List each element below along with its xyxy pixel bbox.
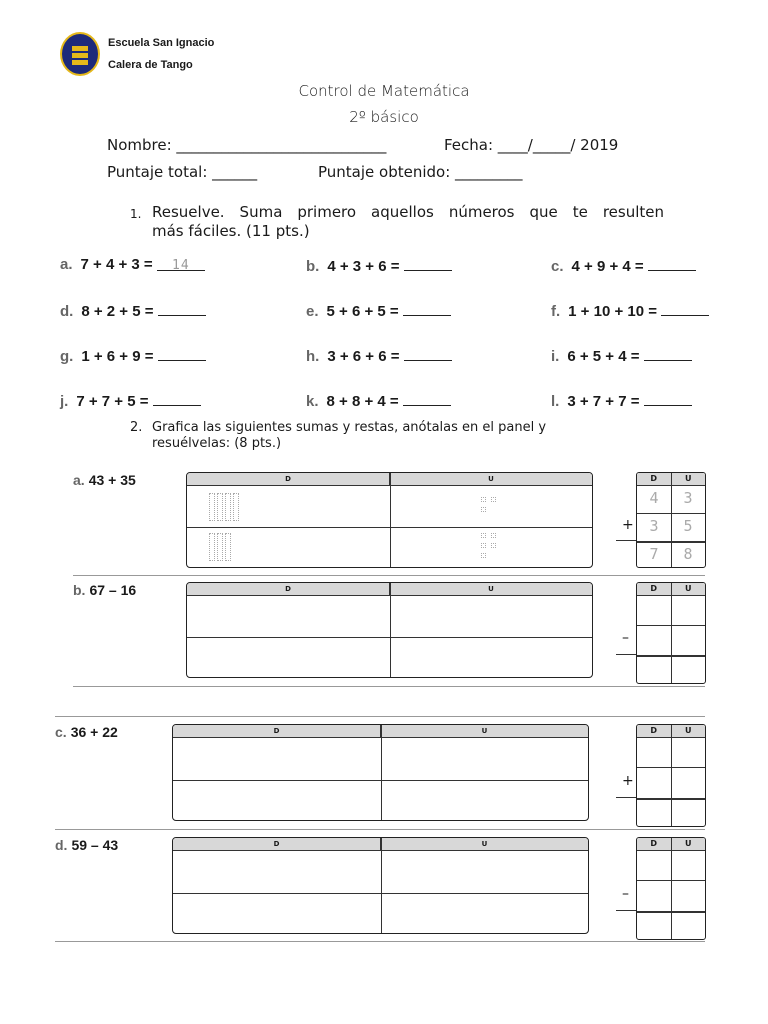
exercise-expression: 1 + 10 + 10 = — [568, 303, 657, 320]
grid-cell[interactable]: 3 — [683, 489, 693, 507]
grid-tens-header: D — [650, 726, 658, 735]
grid-result-line — [637, 911, 705, 913]
question-1-line1: Resuelve. Suma primero aquellos números que te resulten — [152, 203, 664, 221]
exercise-expression: 3 + 7 + 7 = — [567, 393, 640, 410]
exercise-label: g. — [60, 348, 74, 365]
problem-expression: 67 – 16 — [89, 582, 137, 598]
date-field[interactable]: Fecha: ____/_____/ 2019 — [444, 136, 619, 154]
problem-expression: 43 + 35 — [88, 472, 136, 488]
section-divider — [55, 716, 705, 717]
grid-tens-header: D — [650, 584, 658, 593]
place-value-panel-d[interactable] — [172, 837, 589, 934]
column-grid-d[interactable] — [636, 837, 706, 940]
place-value-panel-a[interactable] — [186, 472, 593, 568]
exercise-label: j. — [60, 393, 69, 410]
question-2-number: 2. — [130, 420, 143, 435]
grid-result-line — [637, 541, 705, 543]
tens-header: D — [273, 727, 280, 735]
grid-tens-header: D — [650, 839, 658, 848]
exercise-f — [551, 301, 709, 320]
exercise-h — [306, 346, 452, 365]
exercise-label: d. — [60, 303, 74, 320]
answer-blank[interactable] — [158, 301, 206, 316]
answer-blank[interactable] — [403, 301, 451, 316]
exercise-label: i. — [551, 348, 560, 365]
unit-cube-sketch — [491, 497, 496, 502]
sum-line — [616, 797, 636, 798]
answer-blank[interactable] — [661, 301, 709, 316]
problem-letter: b. — [73, 582, 86, 598]
section-divider — [55, 829, 705, 830]
answer-blank[interactable] — [644, 391, 692, 406]
place-value-panel-c[interactable] — [172, 724, 589, 821]
exercise-e — [306, 301, 451, 320]
section-divider — [73, 575, 705, 576]
grid-cell[interactable]: 5 — [683, 517, 693, 535]
grid-row-divider — [637, 880, 705, 881]
grid-cell[interactable]: 4 — [649, 489, 659, 507]
units-header: U — [380, 838, 588, 850]
grid-col-divider — [671, 838, 672, 939]
units-header: U — [380, 725, 588, 737]
tens-header: D — [285, 585, 291, 593]
exercise-expression: 6 + 5 + 4 = — [567, 348, 640, 365]
operation-sign: + — [622, 517, 634, 533]
unit-cube-sketch — [491, 543, 496, 548]
grid-cell[interactable]: 7 — [649, 545, 659, 563]
question-2-line2: resuélvelas: (8 pts.) — [152, 436, 282, 451]
operation-sign: – — [622, 630, 629, 646]
question-1-number: 1. — [130, 207, 142, 221]
panel-row-divider — [187, 637, 592, 638]
grid-row-divider — [637, 767, 705, 768]
exercise-expression: 4 + 9 + 4 = — [571, 258, 644, 275]
problem-letter: d. — [55, 837, 68, 853]
grid-cell[interactable]: 8 — [683, 545, 693, 563]
answer-blank[interactable] — [648, 256, 696, 271]
sum-line — [616, 540, 636, 541]
exercise-label: b. — [306, 258, 320, 275]
exercise-l — [551, 391, 692, 410]
problem-expression: 59 – 43 — [71, 837, 119, 853]
grid-units-header: U — [671, 583, 706, 595]
tens-rod-sketch — [209, 493, 215, 521]
answer-blank[interactable] — [404, 346, 452, 361]
answer-blank[interactable] — [644, 346, 692, 361]
exercise-label: e. — [306, 303, 319, 320]
tens-rod-sketch — [225, 493, 231, 521]
tens-rod-sketch — [233, 493, 239, 521]
name-field[interactable]: Nombre: ____________________________ — [107, 136, 387, 154]
question-2-line1: Grafica las siguientes sumas y restas, anótalas en el panel y — [152, 420, 547, 435]
answer-blank[interactable] — [404, 256, 452, 271]
exercise-expression: 8 + 8 + 4 = — [326, 393, 399, 410]
exercise-expression: 7 + 4 + 3 = — [80, 256, 153, 273]
operation-sign: – — [622, 886, 629, 902]
exercise-label: f. — [551, 303, 561, 320]
grid-col-divider — [671, 725, 672, 826]
exercise-expression: 1 + 6 + 9 = — [81, 348, 154, 365]
grid-tens-header: D — [650, 474, 658, 483]
problem-c-label — [55, 724, 118, 740]
problem-letter: a. — [73, 472, 85, 488]
panel-row-divider — [173, 780, 588, 781]
answer-value: 14 — [172, 258, 190, 273]
exercise-c — [551, 256, 696, 275]
answer-blank[interactable] — [157, 256, 205, 271]
total-score-field[interactable]: Puntaje total: ______ — [107, 163, 258, 181]
panel-row-divider — [187, 527, 592, 528]
panel-divider — [381, 725, 382, 820]
exercise-expression: 5 + 6 + 5 = — [326, 303, 399, 320]
tens-header: D — [273, 840, 280, 848]
grid-row-divider — [637, 625, 705, 626]
problem-expression: 36 + 22 — [70, 724, 118, 740]
panel-divider — [381, 838, 382, 933]
tens-rod-sketch — [217, 533, 223, 561]
problem-a-label — [73, 472, 136, 488]
panel-divider — [390, 583, 391, 677]
grade-label: 2º básico — [349, 108, 419, 126]
unit-cube-sketch — [481, 533, 486, 538]
exercise-label: l. — [551, 393, 560, 410]
grid-row-divider — [637, 513, 705, 514]
school-name: Escuela San Ignacio — [108, 37, 215, 49]
units-header: U — [389, 583, 592, 595]
exercise-expression: 3 + 6 + 6 = — [327, 348, 400, 365]
question-1-line2: más fáciles. (11 pts.) — [152, 222, 310, 240]
exercise-label: k. — [306, 393, 319, 410]
section-divider — [73, 686, 705, 687]
tens-rod-sketch — [225, 533, 231, 561]
sum-line — [616, 910, 636, 911]
section-divider — [55, 941, 705, 942]
obtained-score-field[interactable]: Puntaje obtenido: _________ — [318, 163, 523, 181]
exercise-j — [60, 391, 201, 410]
exercise-label: c. — [551, 258, 564, 275]
problem-b-label — [73, 582, 136, 598]
exercise-label: a. — [60, 256, 73, 273]
grid-result-line — [637, 655, 705, 657]
grid-units-header: U — [671, 838, 706, 850]
exercise-expression: 4 + 3 + 6 = — [327, 258, 400, 275]
exercise-i — [551, 346, 692, 365]
grid-result-line — [637, 798, 705, 800]
answer-blank[interactable] — [158, 346, 206, 361]
panel-divider — [390, 473, 391, 567]
column-grid-c[interactable] — [636, 724, 706, 827]
grid-units-header: U — [671, 473, 706, 485]
unit-cube-sketch — [481, 543, 486, 548]
exercise-label: h. — [306, 348, 320, 365]
exercise-k — [306, 391, 451, 410]
column-grid-b[interactable] — [636, 582, 706, 684]
school-place: Calera de Tango — [108, 59, 193, 71]
grid-col-divider — [671, 583, 672, 683]
panel-row-divider — [173, 893, 588, 894]
unit-cube-sketch — [481, 507, 486, 512]
operation-sign: + — [622, 773, 634, 789]
grid-cell[interactable]: 3 — [649, 517, 659, 535]
page-title: Control de Matemática — [298, 82, 470, 100]
sum-line — [616, 654, 636, 655]
unit-cube-sketch — [491, 533, 496, 538]
grid-col-divider — [671, 473, 672, 567]
answer-blank[interactable] — [153, 391, 201, 406]
exercise-expression: 8 + 2 + 5 = — [81, 303, 154, 320]
place-value-panel-b[interactable] — [186, 582, 593, 678]
exercise-expression: 7 + 7 + 5 = — [76, 393, 149, 410]
exercise-d — [60, 301, 206, 320]
problem-d-label — [55, 837, 118, 853]
exercise-g — [60, 346, 206, 365]
tens-rod-sketch — [209, 533, 215, 561]
units-header: U — [389, 473, 592, 485]
exercise-b — [306, 256, 452, 275]
unit-cube-sketch — [481, 553, 486, 558]
school-crest-icon — [60, 32, 100, 76]
grid-units-header: U — [671, 725, 706, 737]
tens-header: D — [285, 475, 291, 483]
exercise-a — [60, 256, 205, 273]
tens-rod-sketch — [217, 493, 223, 521]
unit-cube-sketch — [481, 497, 486, 502]
answer-blank[interactable] — [403, 391, 451, 406]
column-grid-a[interactable] — [636, 472, 706, 568]
problem-letter: c. — [55, 724, 67, 740]
